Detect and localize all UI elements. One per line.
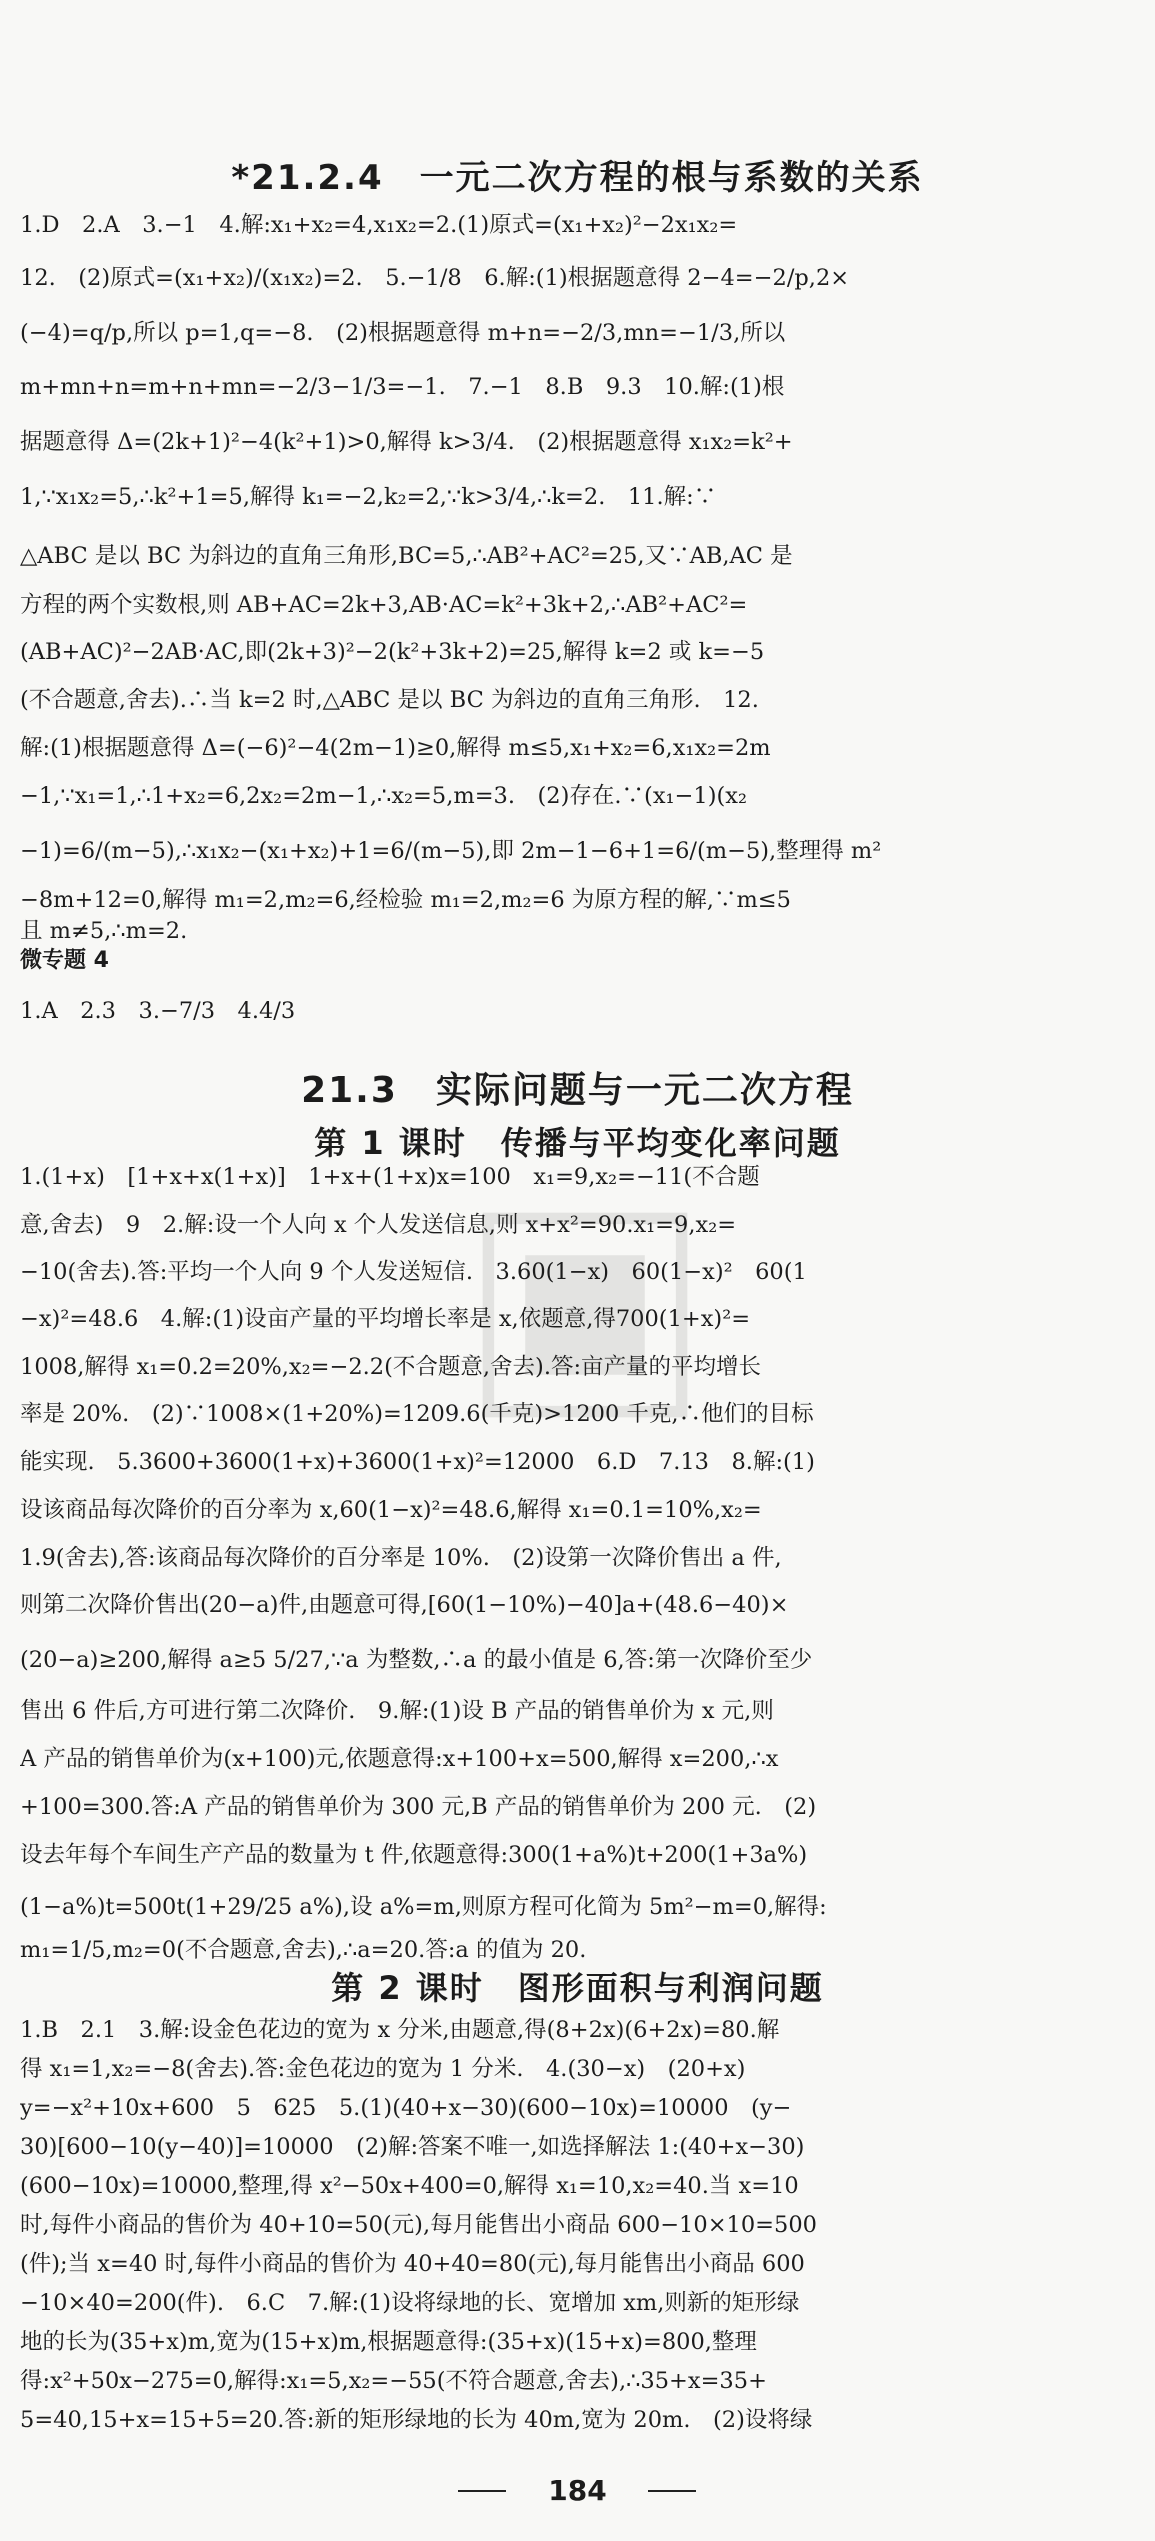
text-line: 1.9(舍去),答:该商品每次降价的百分率是 10%. (2)设第一次降价售出 a 件, <box>20 1545 782 1571</box>
text-line: (20−a)≥200,解得 a≥5 5/27,∵a 为整数,∴a 的最小值是 6,答:第一次降价至少 <box>20 1647 813 1673</box>
text-line: △ABC 是以 BC 为斜边的直角三角形,BC=5,∴AB²+AC²=25,又∵AB,AC 是 <box>20 543 793 569</box>
text-line: 得 x₁=1,x₂=−8(舍去).答:金色花边的宽为 1 分米. 4.(30−x) (20+x) <box>20 2056 746 2082</box>
text-line: 1,∵x₁x₂=5,∴k²+1=5,解得 k₁=−2,k₂=2,∵k>3/4,∴k=2. 11.解:∵ <box>20 484 717 510</box>
text-line: 12. (2)原式=(x₁+x₂)/(x₁x₂)=2. 5.−1/8 6.解:(1)根据题意得 2−4=−2/p,2× <box>20 265 850 291</box>
text-line: 30)[600−10(y−40)]=10000 (2)解:答案不唯一,如选择解法 1:(40+x−30) <box>20 2134 805 2160</box>
text-line: y=−x²+10x+600 5 625 5.(1)(40+x−30)(600−10x)=10000 (y− <box>20 2095 792 2121</box>
text-line: 1.B 2.1 3.解:设金色花边的宽为 x 分米,由题意,得(8+2x)(6+2x)=80.解 <box>20 2017 780 2043</box>
section-title-21-2-4: *21.2.4 一元二次方程的根与系数的关系 <box>231 158 924 198</box>
text-line: 意,舍去) 9 2.解:设一个人向 x 个人发送信息,则 x+x²=90.x₁=9,x₂= <box>20 1212 737 1238</box>
text-line: m₁=1/5,m₂=0(不合题意,舍去),∴a=20.答:a 的值为 20. <box>20 1937 587 1963</box>
text-line: 则第二次降价售出(20−a)件,由题意可得,[60(1−10%)−40]a+(48.6−40)× <box>20 1592 789 1618</box>
text-line: 得:x²+50x−275=0,解得:x₁=5,x₂=−55(不符合题意,舍去),∴35+x=35+ <box>20 2368 767 2394</box>
page-number: 184 <box>548 2474 607 2507</box>
text-line: A 产品的销售单价为(x+100)元,依题意得:x+100+x=500,解得 x=200,∴x <box>20 1746 779 1772</box>
text-line: 据题意得 Δ=(2k+1)²−4(k²+1)>0,解得 k>3/4. (2)根据题意得 x₁x₂=k²+ <box>20 429 793 455</box>
text-line: 能实现. 5.3600+3600(1+x)+3600(1+x)²=12000 6.D 7.13 8.解:(1) <box>20 1449 815 1475</box>
text-line: (600−10x)=10000,整理,得 x²−50x+400=0,解得 x₁=10,x₂=40.当 x=10 <box>20 2173 799 2199</box>
lesson-1-title: 第 1 课时 传播与平均变化率问题 <box>314 1124 841 1162</box>
text-line: −x)²=48.6 4.解:(1)设亩产量的平均增长率是 x,依题意,得700(1+x)²= <box>20 1306 751 1332</box>
text-line: 1008,解得 x₁=0.2=20%,x₂=−2.2(不合题意,舍去).答:亩产量的平均增长 <box>20 1354 762 1380</box>
text-line: 1.A 2.3 3.−7/3 4.4/3 <box>20 998 296 1024</box>
text-line: 5=40,15+x=15+5=20.答:新的矩形绿地的长为 40m,宽为 20m. (2)设将绿 <box>20 2407 813 2433</box>
text-line: 方程的两个实数根,则 AB+AC=2k+3,AB·AC=k²+3k+2,∴AB²+AC²= <box>20 592 748 618</box>
text-line: 时,每件小商品的售价为 40+10=50(元),每月能售出小商品 600−10×10=500 <box>20 2212 817 2238</box>
lesson-2-title: 第 2 课时 图形面积与利润问题 <box>331 1969 824 2007</box>
text-line: −10(舍去).答:平均一个人向 9 个人发送短信. 3.60(1−x) 60(1−x)² 60(1 <box>20 1259 807 1285</box>
micro-topic-title: 微专题 4 <box>20 948 109 973</box>
text-line: (AB+AC)²−2AB·AC,即(2k+3)²−2(k²+3k+2)=25,解得 k=2 或 k=−5 <box>20 639 765 665</box>
text-line: (件);当 x=40 时,每件小商品的售价为 40+40=80(元),每月能售出小商品 600 <box>20 2251 805 2277</box>
section-title-21-3: 21.3 实际问题与一元二次方程 <box>301 1070 854 1111</box>
text-line: 设该商品每次降价的百分率为 x,60(1−x)²=48.6,解得 x₁=0.1=10%,x₂= <box>20 1497 762 1523</box>
page-number-rule-right <box>648 2490 696 2492</box>
text-line: 1.(1+x) [1+x+x(1+x)] 1+x+(1+x)x=100 x₁=9,x₂=−11(不合题 <box>20 1164 760 1190</box>
text-line: −1,∵x₁=1,∴1+x₂=6,2x₂=2m−1,∴x₂=5,m=3. (2)存在.∵(x₁−1)(x₂ <box>20 783 747 809</box>
text-line: (1−a%)t=500t(1+29/25 a%),设 a%=m,则原方程可化简为 5m²−m=0,解得: <box>20 1894 827 1920</box>
text-line: 售出 6 件后,方可进行第二次降价. 9.解:(1)设 B 产品的销售单价为 x 元,则 <box>20 1698 774 1724</box>
text-line: (不合题意,舍去).∴当 k=2 时,△ABC 是以 BC 为斜边的直角三角形. 12. <box>20 687 759 713</box>
text-line: 设去年每个车间生产产品的数量为 t 件,依题意得:300(1+a%)t+200(1+3a%) <box>20 1842 808 1868</box>
text-line: (−4)=q/p,所以 p=1,q=−8. (2)根据题意得 m+n=−2/3,mn=−1/3,所以 <box>20 320 786 346</box>
text-line: 率是 20%. (2)∵1008×(1+20%)=1209.6(千克)>1200 千克,∴他们的目标 <box>20 1401 814 1427</box>
text-line: 1.D 2.A 3.−1 4.解:x₁+x₂=4,x₁x₂=2.(1)原式=(x₁+x₂)²−2x₁x₂= <box>20 212 738 238</box>
text-line: 解:(1)根据题意得 Δ=(−6)²−4(2m−1)≥0,解得 m≤5,x₁+x₂=6,x₁x₂=2m <box>20 735 771 761</box>
text-line: −10×40=200(件). 6.C 7.解:(1)设将绿地的长、宽增加 xm,则新的矩形绿 <box>20 2290 800 2316</box>
text-line: 且 m≠5,∴m=2. <box>20 918 188 944</box>
text-line: −1)=6/(m−5),∴x₁x₂−(x₁+x₂)+1=6/(m−5),即 2m−1−6+1=6/(m−5),整理得 m² <box>20 838 882 864</box>
text-line: 地的长为(35+x)m,宽为(15+x)m,根据题意得:(35+x)(15+x)=800,整理 <box>20 2329 757 2355</box>
text-line: m+mn+n=m+n+mn=−2/3−1/3=−1. 7.−1 8.B 9.3 10.解:(1)根 <box>20 374 785 400</box>
text-line: +100=300.答:A 产品的销售单价为 300 元,B 产品的销售单价为 200 元. (2) <box>20 1794 817 1820</box>
text-line: −8m+12=0,解得 m₁=2,m₂=6,经检验 m₁=2,m₂=6 为原方程的解,∵m≤5 <box>20 887 791 913</box>
